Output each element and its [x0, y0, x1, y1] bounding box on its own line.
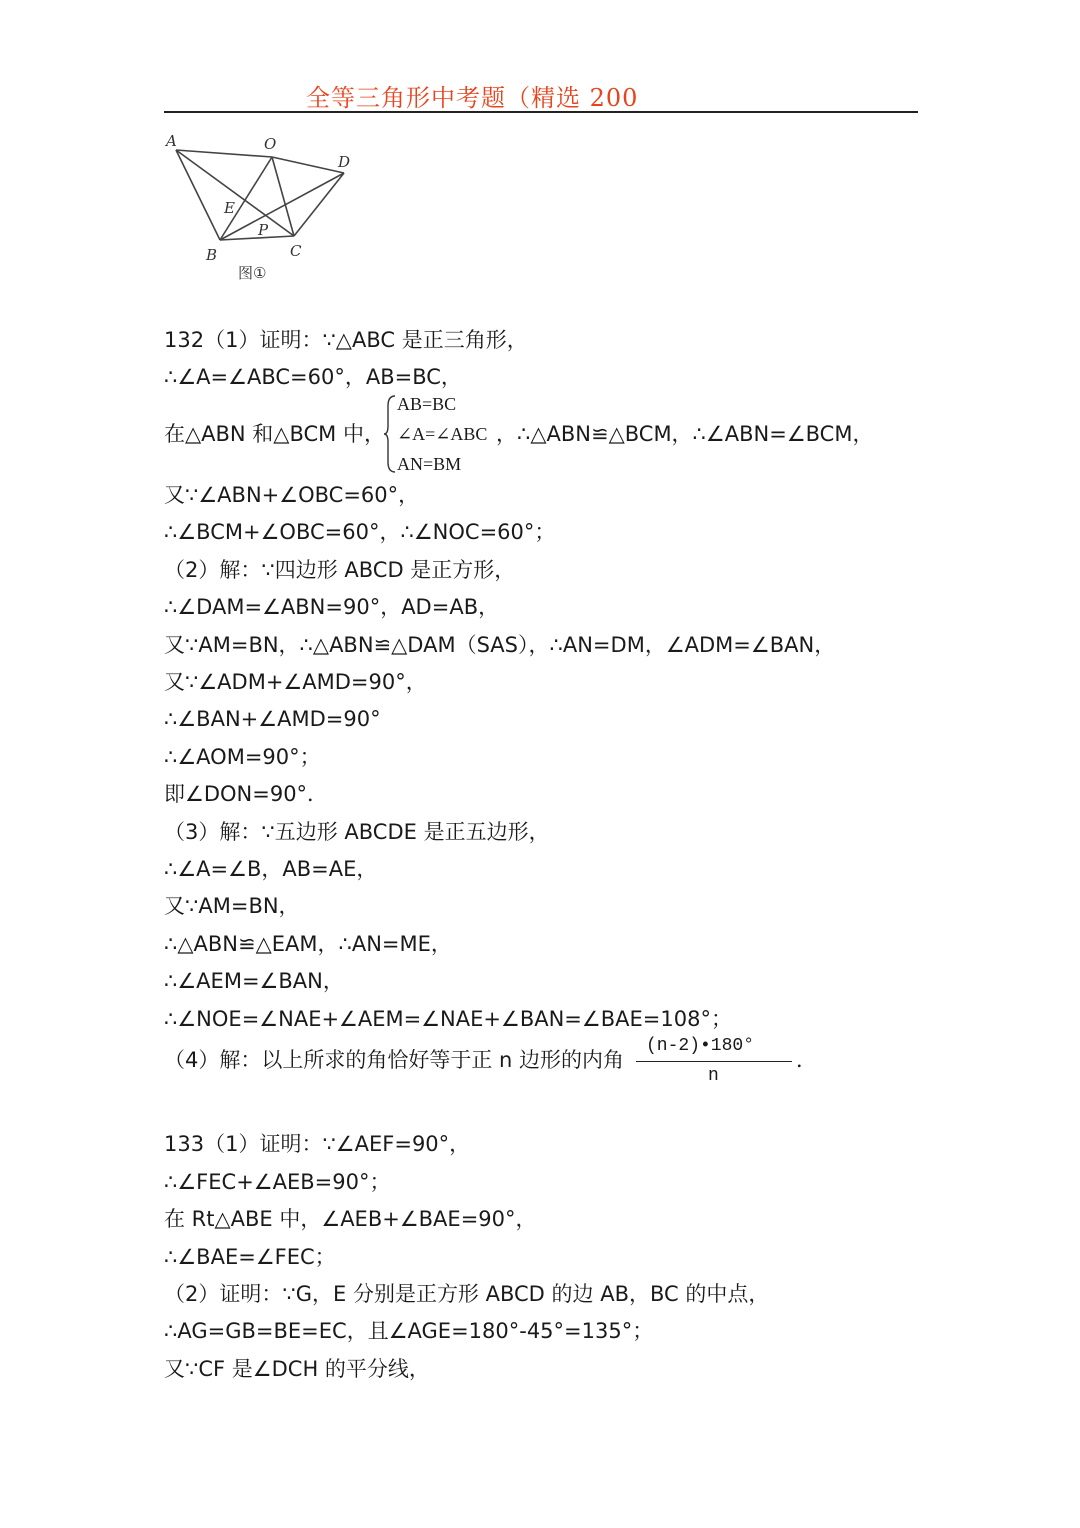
text-line: （4）解：以上所求的角恰好等于正 n 边形的内角 — [164, 1048, 625, 1072]
fraction-bar — [636, 1061, 792, 1062]
fraction-numerator: (n-2)•180° — [646, 1036, 755, 1056]
text-line: 132（1）证明：∵△ABC 是正三角形， — [164, 328, 528, 352]
text-line: 133（1）证明：∵∠AEF=90°， — [164, 1132, 471, 1156]
text-line: 又∵∠ABN+∠OBC=60°， — [164, 483, 420, 507]
label-b: B — [206, 246, 218, 264]
text-line: 在△ABN 和△BCM 中， — [164, 422, 385, 446]
label-o: O — [264, 135, 277, 153]
label-a: A — [166, 132, 177, 150]
equation-row: ∠A=∠ABC — [397, 424, 488, 444]
equation-row: AB=BC — [397, 394, 457, 414]
label-p: P — [258, 221, 269, 239]
text-line: ∴∠FEC+∠AEB=90°； — [164, 1170, 391, 1194]
text-line: ∴∠BCM+∠OBC=60°，∴∠NOC=60°； — [164, 520, 556, 544]
text-line: （3）解：∵五边形 ABCDE 是正五边形， — [164, 820, 550, 844]
text-line: ∴∠AEM=∠BAN， — [164, 969, 344, 993]
text-line: ∴∠BAN+∠AMD=90° — [164, 707, 381, 731]
fraction-denominator: n — [708, 1066, 719, 1086]
equation-row: AN=BM — [397, 454, 462, 474]
text-line: ，∴△ABN≌△BCM，∴∠ABN=∠BCM， — [496, 422, 874, 446]
text-line: （2）证明：∵G，E 分别是正方形 ABCD 的边 AB，BC 的中点， — [164, 1282, 770, 1306]
geometry-figure — [160, 130, 360, 290]
text-line: ∴∠BAE=∠FEC； — [164, 1245, 336, 1269]
text-line: ∴∠NOE=∠NAE+∠AEM=∠NAE+∠BAN=∠BAE=108°； — [164, 1007, 732, 1031]
text-line: 又∵CF 是∠DCH 的平分线， — [164, 1357, 430, 1381]
page-title: 全等三角形中考题（精选 200 — [306, 84, 639, 112]
text-line: （2）解：∵四边形 ABCD 是正方形， — [164, 558, 516, 582]
figure-caption: 图① — [238, 264, 267, 282]
text-line: ∴∠A=∠B，AB=AE， — [164, 857, 378, 881]
text-line: 即∠DON=90°． — [164, 782, 329, 806]
text-line: 又∵AM=BN， — [164, 894, 300, 918]
label-c: C — [290, 242, 302, 260]
text-line: ∴AG=GB=BE=EC，且∠AGE=180°-45°=135°； — [164, 1319, 654, 1343]
text-line: ∴∠DAM=∠ABN=90°，AD=AB， — [164, 595, 500, 619]
text-line: 又∵AM=BN，∴△ABN≌△DAM（SAS），∴AN=DM，∠ADM=∠BAN， — [164, 633, 836, 657]
text-line: ． — [796, 1048, 817, 1072]
text-line: ∴∠A=∠ABC=60°，AB=BC， — [164, 365, 462, 389]
interior-angle-fraction — [636, 1036, 792, 1092]
text-line: 又∵∠ADM+∠AMD=90°， — [164, 670, 427, 694]
label-e: E — [224, 199, 235, 217]
equation-system — [383, 394, 493, 474]
header-divider — [164, 111, 918, 113]
text-line: ∴∠AOM=90°； — [164, 745, 321, 769]
text-line: 在 Rt△ABE 中，∠AEB+∠BAE=90°， — [164, 1207, 537, 1231]
label-d: D — [338, 153, 351, 171]
text-line: ∴△ABN≌△EAM，∴AN=ME， — [164, 932, 452, 956]
